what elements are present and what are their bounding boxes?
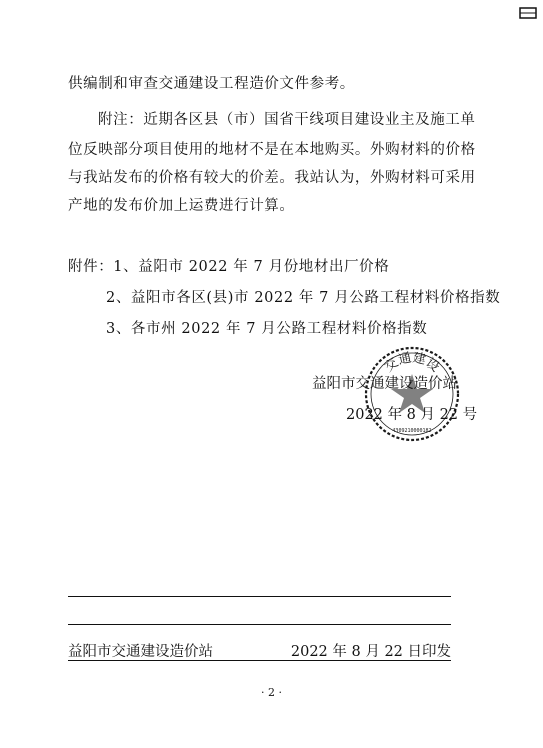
attachment-item-1: 附件：1、益阳市 2022 年 7 月份地材出厂价格 [68,259,390,275]
signature-date: 2022 年 8 月 22 号 [346,407,478,423]
note-paragraph-line-1: 附注：近期各区县（市）国省干线项目建设业主及施工单 [98,112,476,128]
note-paragraph-line-4: 产地的发布价加上运费进行计算。 [68,198,295,214]
signature-organization: 益阳市交通建设造价站 [312,376,457,392]
footer-issuer: 益阳市交通建设造价站 [68,644,213,660]
footer-rule-middle [68,624,451,625]
scan-corner-mark [519,4,537,16]
paragraph-1-line-1: 供编制和审查交通建设工程造价文件参考。 [68,76,355,92]
note-paragraph-line-2: 位反映部分项目使用的地材不是在本地购买。外购材料的价格 [68,142,476,158]
footer-rule-top [68,596,451,597]
attachment-item-3: 3、各市州 2022 年 7 月公路工程材料价格指数 [106,321,428,337]
note-paragraph-line-3: 与我站发布的价格有较大的价差。我站认为，外购材料可采用 [68,170,476,186]
footer-rule-bottom [68,660,451,661]
footer-issue-date: 2022 年 8 月 22 日印发 [290,644,451,660]
attachment-item-2: 2、益阳市各区(县)市 2022 年 7 月公路工程材料价格指数 [106,290,501,306]
stamp-serial: 4309210000182 [392,428,432,434]
stamp-arc-text: 交通建设 [381,350,443,376]
official-seal-stamp [362,344,462,444]
page-number: · 2 · [261,686,282,699]
footer-issue-line [68,640,451,661]
